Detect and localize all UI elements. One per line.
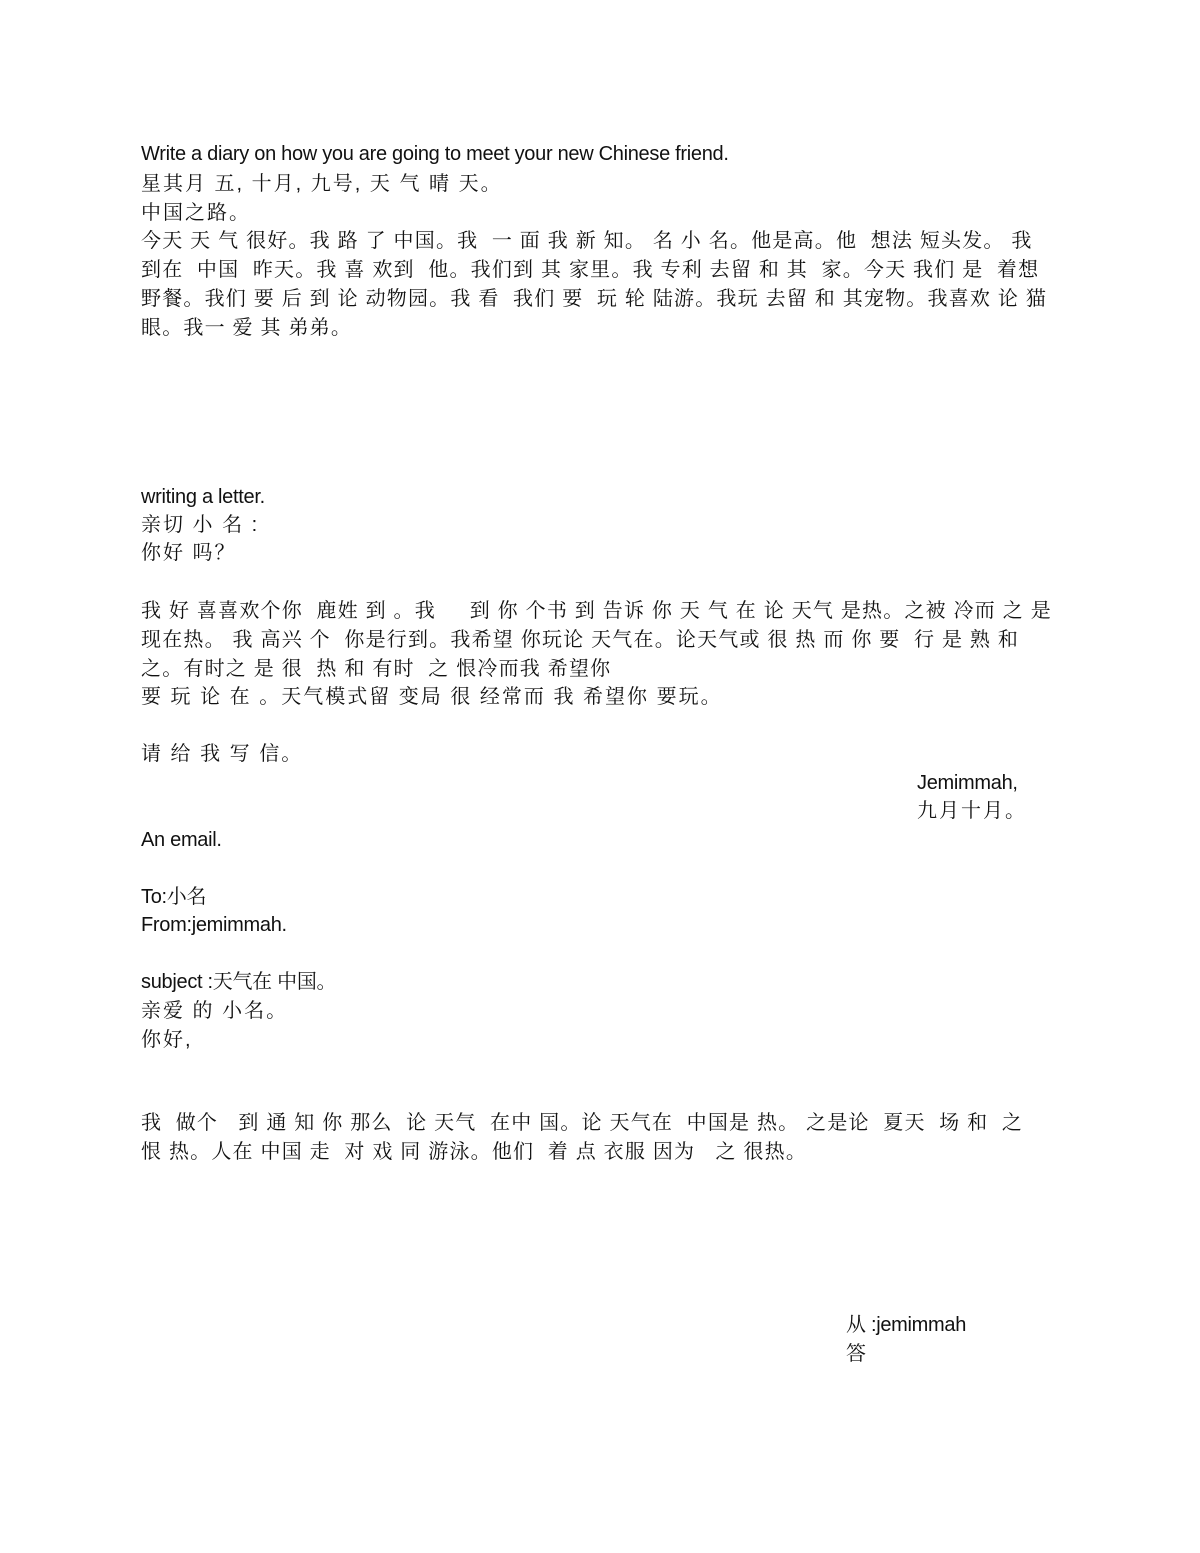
letter-body-1: 我 好 喜喜欢个你 鹿姓 到 。我 到 你 个书 到 告诉 你 天 气 在 论 天气 是热。之被 冷而 之 是现在热。 我 高兴 个 你是行到。我希望 你玩论 天气在。论天气或 很 热 而 你 要 行 是 熟 和 之。有时之 是 很 热 和 有时 之 恨冷而我 希望你: [141, 600, 1052, 680]
email-sign-answer: 答: [846, 1343, 868, 1365]
diary-body: 今天 天 气 很好。我 路 了 中国。我 一 面 我 新 知。 名 小 名。他是高。他 想法 短头发。 我 到在 中国 昨天。我 喜 欢到 他。我们到 其 家里。我 专利 去留 和 其 家。今天 我们 是 着想 野餐。我们 要 后 到 论 动物园。我 看 我们 要 玩 轮 陆游。我玩 去留 和 其宠物。我喜欢 论 猫眼。我一 爱 其 弟弟。: [141, 230, 1053, 339]
email-subject: subject :天气在 中国。: [141, 971, 337, 993]
diary-date-line: 星其月 五, 十月, 九号, 天 气 晴 天。: [141, 173, 503, 195]
diary-prompt: Write a diary on how you are going to meet your new Chinese friend.: [141, 143, 729, 165]
diary-title: 中国之路。: [141, 202, 251, 224]
email-body: 我 做个 到 通 知 你 那么 论 天气 在中 国。论 天气在 中国是 热。 之是论 夏天 场 和 之 恨 热。人在 中国 走 对 戏 同 游泳。他们 着 点 衣服 因为 之 很热。: [141, 1112, 1037, 1163]
letter-salutation: 亲切 小 名 :: [141, 514, 260, 536]
email-prompt: An email.: [141, 829, 222, 851]
letter-body-2: 要 玩 论 在 。天气模式留 变局 很 经常而 我 希望你 要玩。: [141, 686, 723, 708]
email-to: To:小名: [141, 886, 207, 908]
email-from: From:jemimmah.: [141, 914, 287, 936]
email-salutation: 亲爱 的 小名。: [141, 1000, 289, 1022]
letter-signature-date: 九月十月。: [917, 800, 1027, 822]
letter-closing: 请 给 我 写 信。: [141, 743, 304, 765]
letter-signature-name: Jemimmah,: [917, 772, 1018, 794]
email-greeting: 你好,: [141, 1029, 193, 1051]
letter-prompt: writing a letter.: [141, 486, 265, 508]
email-sign-from: 从 :jemimmah: [846, 1314, 967, 1336]
letter-greeting: 你好 吗？: [141, 542, 237, 564]
